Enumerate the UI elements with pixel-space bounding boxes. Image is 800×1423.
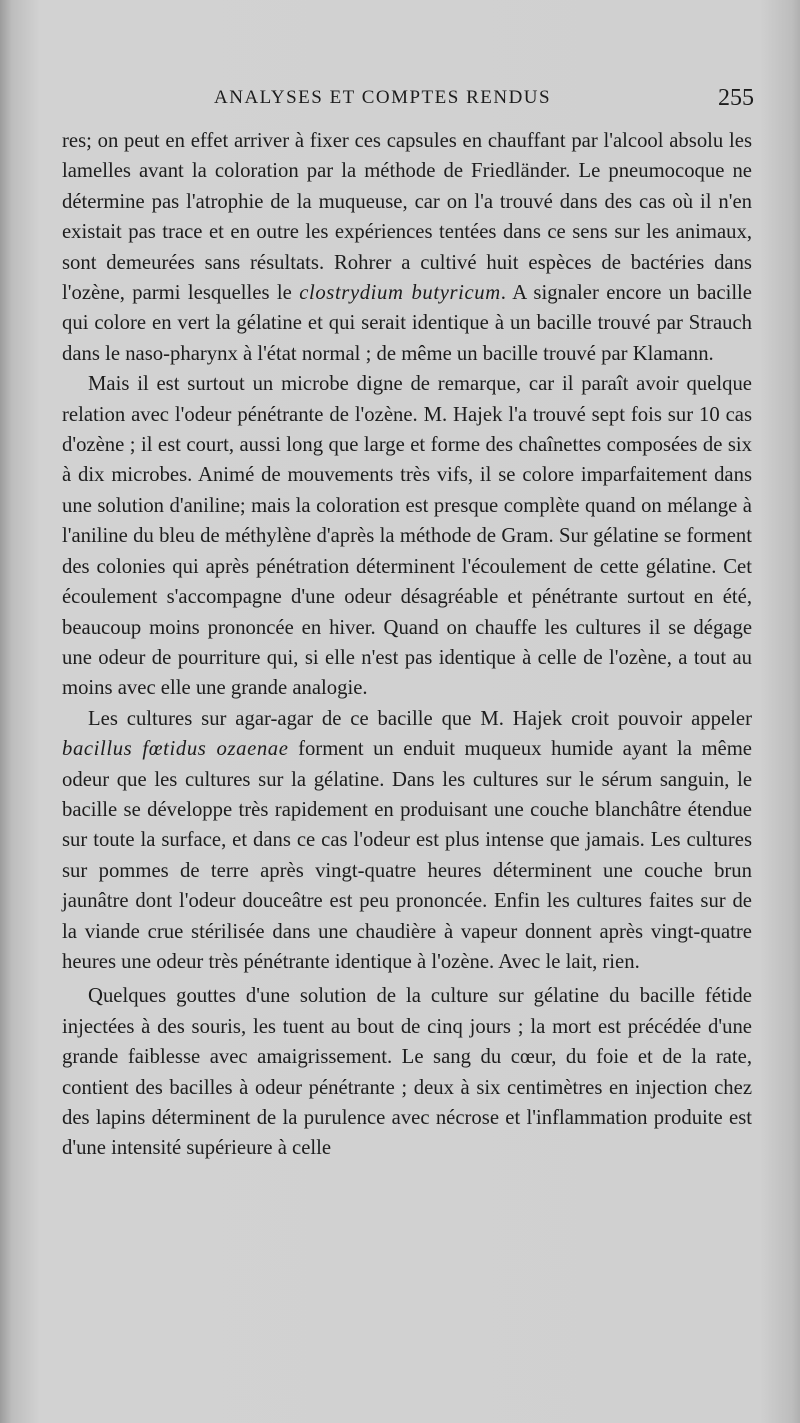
paragraph: Mais il est surtout un microbe digne de remarque, car il paraît avoir quelque relation avec l'odeur pénétrante de l'ozène. M. Hajek l'a trouvé sept fois sur 10 cas d'ozène ; il est court, aussi long que large et forme des chaînettes composées de six à dix microbes. Animé de mouvements très vifs, il se colore imparfaitement dans une solution d'aniline; mais la coloration est presque complète quand on mélange à l'aniline du bleu de méthylène d'après la méthode de Gram. Sur gélatine se forment des colonies qui après pénétration déterminent l'écoulement de cette gélatine. Cet écoulement s'accompagne d'une odeur désagréable et pénétrante surtout en été, beaucoup moins prononcée en hiver. Quand on chauffe les cultures il se dégage une odeur de pourriture qui, si elle n'est pas identique à celle de l'ozène, a tout au moins avec elle une grande analogie. [62,373,752,700]
paragraph-text: . A signaler encore un bacille qui colore en vert la gélatine et qui serait identique à un bacille trouvé par Strauch dans le naso-pharynx à l'état normal ; de même un bacille trouvé par Klamann. [62,282,752,365]
paragraph [62,704,752,978]
body-text [62,126,752,1164]
page-number: 255 [718,85,754,111]
running-head: ANALYSES ET COMPTES RENDUS [214,87,552,108]
paragraph: Quelques gouttes d'une solution de la culture sur gélatine du bacille fétide injectées à des souris, les tuent au bout de cinq jours ; la mort est précédée d'une grande faiblesse avec amaigrissement. Le sang du cœur, du foie et de la rate, contient des bacilles à odeur pénétrante ; deux à six centimètres en injection chez des lapins déterminent de la purulence avec nécrose et l'inflammation produite est d'une intensité supérieure à celle [62,985,752,1160]
paragraph-text: Les cultures sur agar-agar de ce bacille que M. Hajek croit pouvoir appeler [88,707,752,730]
italic-term: bacillus fœtidus ozaenae [62,738,289,761]
italic-term: clostrydium butyricum [299,282,501,305]
paragraph-text: res; on peut en effet arriver à fixer ces capsules en chauffant par l'alcool absolu les lamelles avant la coloration par la méthode de Friedländer. Le pneumocoque ne détermine pas l'atrophie de la muqueuse, car on l'a trouvé dans des cas où il n'en existait pas trace et en outre les expériences tentées dans ce sens sur les animaux, sont demeurées sans résultats. Rohrer a cultivé huit espèces de bactéries dans l'ozène, parmi lesquelles le [62,130,752,305]
page-header [214,82,754,114]
paragraph-text: forment un enduit muqueux humide ayant la même odeur que les cultures sur la gélatine. Dans les cultures sur le sérum sanguin, le bacille se développe très rapidement en produisant une couche blanchâtre étendue sur toute la surface, et dans ce cas l'odeur est plus intense que jamais. Les cultures sur pommes de terre après vingt-quatre heures déterminent une couche brun jaunâtre dont l'odeur douceâtre est peu prononcée. Enfin les cultures faites sur de la viande crue stérilisée dans une chaudière à vapeur donnent après vingt-quatre heures une odeur très pénétrante identique à l'ozène. Avec le lait, rien. [62,738,752,973]
paragraph-continued [62,126,752,369]
